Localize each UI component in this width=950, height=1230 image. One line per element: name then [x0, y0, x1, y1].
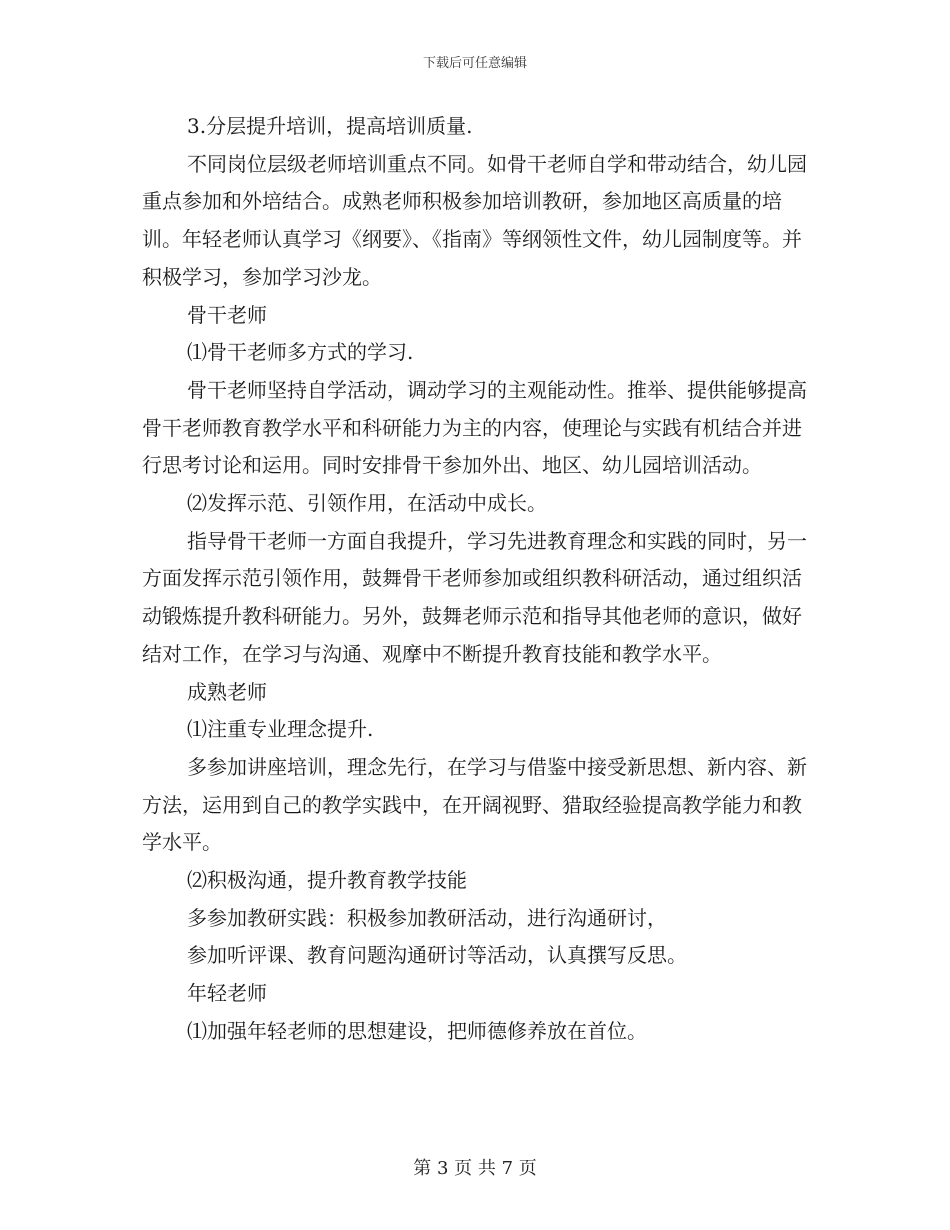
paragraph: 指导骨干老师一方面自我提升，学习先进教育理念和实践的同时，另一方面发挥示范引领作用，鼓舞骨干老师参加或组织教科研活动，通过组织活动锻炼提升教科研能力。另外，鼓舞老师示范和指导其他老师的意识，做好结对工作，在学习与沟通、观摩中不断提升教育技能和教学水平。: [142, 528, 807, 666]
page-header: 下载后可任意编辑: [422, 56, 527, 71]
list-item-heading: ⑴加强年轻老师的思想建设，把师德修养放在首位。: [187, 1018, 647, 1043]
list-item-heading: ⑵积极沟通，提升教育教学技能: [187, 868, 467, 893]
list-item-heading: ⑴注重专业理念提升.: [187, 717, 374, 742]
paragraph: 多参加教研实践：积极参加教研活动，进行沟通研讨，: [187, 905, 667, 930]
paragraph: 参加听评课、教育问题沟通研讨等活动，认真撰写反思。: [187, 943, 687, 968]
list-item-heading: ⑵发挥示范、引领作用，在活动中成长。: [187, 491, 547, 516]
document-body: [142, 108, 807, 1051]
subsection-heading-backbone-teachers: 骨干老师: [187, 302, 267, 327]
paragraph: 不同岗位层级老师培训重点不同。如骨干老师自学和带动结合，幼儿园重点参加和外培结合。成熟老师积极参加培训教研，参加地区高质量的培训。年轻老师认真学习《纲要》、《指南》等纲领性文件，幼儿园制度等。并积极学习，参加学习沙龙。: [142, 151, 807, 289]
list-item-heading: ⑴骨干老师多方式的学习.: [187, 340, 414, 365]
section-heading: 3.分层提升培训，提高培训质量.: [187, 114, 473, 138]
subsection-heading-mature-teachers: 成熟老师: [187, 679, 267, 704]
paragraph: 多参加讲座培训，理念先行，在学习与借鉴中接受新思想、新内容、新方法，运用到自己的教学实践中，在开阔视野、猎取经验提高教学能力和教学水平。: [142, 754, 807, 855]
paragraph: 骨干老师坚持自学活动，调动学习的主观能动性。推举、提供能够提高骨干老师教育教学水平和科研能力为主的内容，使理论与实践有机结合并进行思考讨论和运用。同时安排骨干参加外出、地区、幼儿园培训活动。: [142, 377, 807, 478]
subsection-heading-young-teachers: 年轻老师: [187, 981, 267, 1006]
page-number-footer: 第 3 页 共 7 页: [413, 1158, 537, 1179]
